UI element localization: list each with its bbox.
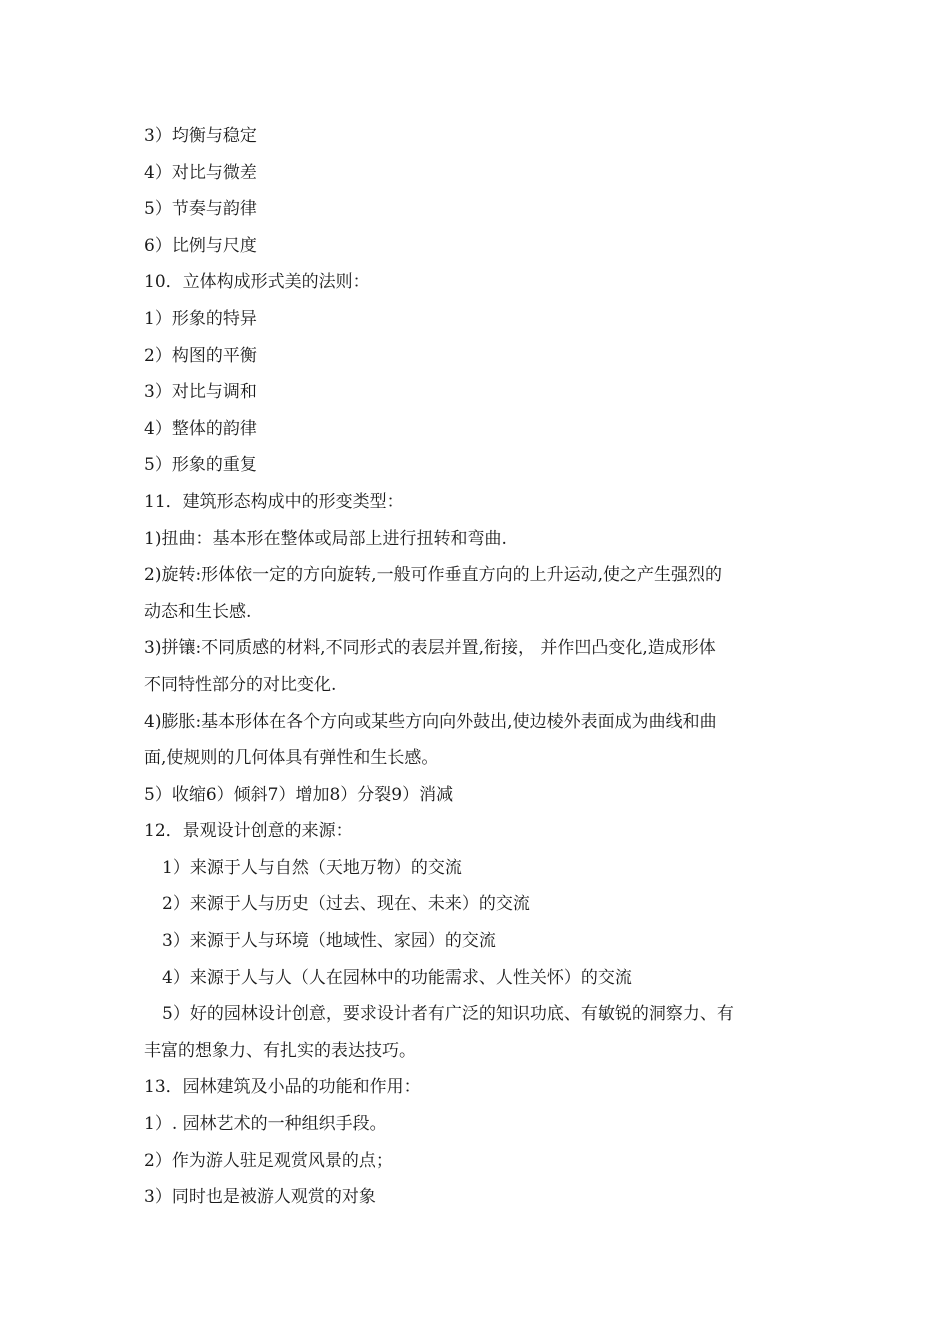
section-heading: 10．立体构成形式美的法则： bbox=[144, 272, 370, 293]
text-line: 5）形象的重复 bbox=[144, 455, 257, 476]
text-line: 3）来源于人与环境（地域性、家园）的交流 bbox=[162, 931, 496, 952]
text-line: 5）好的园林设计创意，要求设计者有广泛的知识功底、有敏锐的洞察力、有 bbox=[162, 1004, 734, 1025]
section-heading: 13．园林建筑及小品的功能和作用： bbox=[144, 1077, 421, 1098]
text-line: 3）对比与调和 bbox=[144, 382, 257, 403]
section-heading: 12．景观设计创意的来源： bbox=[144, 821, 353, 842]
text-line: 4）整体的韵律 bbox=[144, 418, 257, 439]
text-line: 4）来源于人与人（人在园林中的功能需求、人性关怀）的交流 bbox=[162, 967, 632, 988]
text-line: 4）对比与微差 bbox=[144, 162, 257, 183]
text-line: 2)旋转:形体依一定的方向旋转,一般可作垂直方向的上升运动,使之产生强烈的 bbox=[144, 565, 722, 586]
text-line: 5）节奏与韵律 bbox=[144, 199, 257, 220]
text-line: 1）形象的特异 bbox=[144, 308, 257, 329]
text-line: 不同特性部分的对比变化. bbox=[144, 674, 337, 695]
text-line: 面,使规则的几何体具有弹性和生长感。 bbox=[144, 748, 439, 769]
text-line: 动态和生长感. bbox=[144, 601, 252, 622]
text-line: 1)扭曲：基本形在整体或局部上进行扭转和弯曲. bbox=[144, 528, 507, 549]
document-page bbox=[144, 118, 808, 1216]
text-line: 4)膨胀:基本形体在各个方向或某些方向向外鼓出,使边棱外表面成为曲线和曲 bbox=[144, 711, 717, 732]
section-heading: 11．建筑形态构成中的形变类型： bbox=[144, 491, 404, 512]
text-line: 1）. 园林艺术的一种组织手段。 bbox=[144, 1114, 387, 1135]
text-line: 2）来源于人与历史（过去、现在、未来）的交流 bbox=[162, 894, 530, 915]
text-line: 3）均衡与稳定 bbox=[144, 126, 257, 146]
text-line: 1）来源于人与自然（天地万物）的交流 bbox=[162, 857, 462, 878]
text-line: 丰富的想象力、有扎实的表达技巧。 bbox=[144, 1040, 416, 1061]
text-line: 5）收缩6）倾斜7）增加8）分裂9）消减 bbox=[144, 784, 454, 805]
text-line: 6）比例与尺度 bbox=[144, 235, 257, 256]
text-line: 2）作为游人驻足观赏风景的点； bbox=[144, 1150, 393, 1171]
text-line: 2）构图的平衡 bbox=[144, 345, 257, 366]
text-line: 3)拼镶:不同质感的材料,不同形式的表层并置,衔接， 并作凹凸变化,造成形体 bbox=[144, 638, 716, 659]
text-line: 3）同时也是被游人观赏的对象 bbox=[144, 1187, 376, 1208]
